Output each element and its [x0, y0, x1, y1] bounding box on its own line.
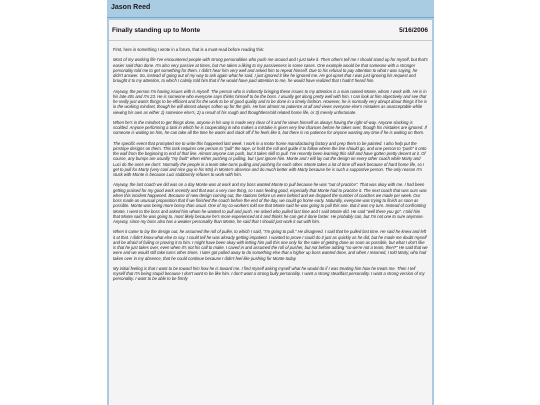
- post-paragraph: Anyway, the last coach we did was on a day Monte was at work and my boss wanted Monte to pull because he was "out of practice". That was okay with me. I had been getting praised for my good work recently and that was a very rare thing, so I was feeling good, especially that Monte had to practice it. The next coach that was ours was when this incident happened. Because of new design coming out, the stations before us were behind and we dropped the number of coaches we made per week. Our boss made an unusual proposition that if we finished the coach before the end of the day, we could go home early. Naturally, everyone was trying to finish as soon as possible. Monte was being more bossy than usual. One of my co-workers told me that Monte said he was going to pull this one. But it was my turn. Instead of confronting Monte, I went to the boss and asked him whom he wanted to pull and push. He asked who pulled last time and I said Monte did. He said "well there you go". I told him that Monte said he was going to, most likely because he's more experienced at it and thinks he can get it done faster. He probably can, but I'm not one to sure anymore. Anyway, since my boss also has a weaker personality than Monte, he said that I should just work it out with him.: [113, 182, 427, 224]
- post-paragraph: My initial feeling is that I want to be toward him how he is toward me. I find myself asking myself what he would do if I was treating him how he treats me. Then I tell myself that I'm being stupid because I don't want to be like him. I don't want a strong bully personality. I want a strong steadfast personality. I want a strong version of my personality. I want to be able to be firmly: [113, 265, 425, 282]
- post-paragraph: Anyway, the person I'm having issues with is myself. The person who is indirectly bringing these issues to my attention is a man named Monte, whom I work with. He is in his late 40s and I'm 23. He is someone who everyone says thinks himself to be the boss. I usually get along pretty well with him. I can look at him objectively and see that he really just wants things to be efficient and for the work to be of good quality and to be done in a timely fashion. However, he is normally very abrupt about things if he is in the working mindset, though he will almost always soften up for the girls. He has almost no patience at all and views everyone else's mistakes as unacceptable while viewing his own as either 1) someone else's, 2) a result of his rough and thoughtless/old related home life, or 3) merely unfortunate.: [113, 88, 428, 115]
- post-paragraph: When he's in the mindset to get things done, anyone in his way is made very clear of it and he views himself as always having the right-of-way. Anyone slacking is scolded. Anyone performing a task in which he is cooperating in who makes a mistake is given very few chances before he takes over, though his mistakes are ignored. If someone is waiting on him, he can take all the time he wants and slack off if he feels like it, but there is no patience for anyone wasting any time if he is waiting on them.: [113, 119, 427, 136]
- post-date: 5/16/2006: [399, 27, 428, 34]
- post-paragraph: The specific event that prompted me to write this happened last week. I work in a motor home manufacturing factory and prep them to be painted. I also help put the pinstripe designs on them. This task requires one person to "pull" the tape, or hold the roll and guide it to follow where the line should go, and one person to "push" it onto the wall from the beginning to end of that line. Almost anyone can push, but it takes skill to pull. I've recently been learning this skill and have gotten pretty decent at it. Of course, any bumps are usually "my fault" when either pushing or pulling, but I just ignore him. Monte and I will lay out the design on every other coach while Marty and Luci do the ones we don't. Normally the people in a team take turns pulling and pushing for each other. Monte takes a lot of time off work because of hard home life, so I get to pull for Marty (very cool and nice guy in his 50s) in Monte's absence and do much better with Marty because he is such a supportive person. The only reason I'm stuck with Monte is because Luci stubbornly refuses to work with him.: [113, 140, 427, 177]
- post-body: [109, 41, 432, 282]
- post-card: [109, 20, 432, 405]
- author-name: Jason Reed: [111, 4, 151, 11]
- post-title-row: [109, 20, 432, 41]
- post-paragraph: First, here is something I wrote in a forum, that is a must-read before reading this:: [113, 47, 265, 52]
- blog-header: [107, 0, 434, 18]
- post-title: Finally standing up to Monte: [112, 27, 201, 34]
- post-paragraph: Most of my working life I've encountered people with strong personalities who push me around and I just take it. Then others tell me I should stand up for myself, but that's easier said than done. I'm also very passive at times, but I've taken a liking to my passiveness in some cases. One example would be that someone with a stronger personality told me to get something for them. I didn't hear him very well and asked him to repeat himself. Due to his refusal to pay attention to what I was saying, he didn't answer. So, instead of going out of my way to ask again what he said, I just ignored it like he ignored me. He got upset that I was just ignoring his request and brought it to my attention, to which I calmly told him that if he would have paid attention to me, he would have realized that I hadn't heard him.: [113, 57, 428, 84]
- post-paragraph: When it came to lay the design out, he assumed the roll of puller, to which I said, "I'm going to pull." He disagreed. I said that he pulled last time. He said he knew and left it at that. I didn't know what else to say. I could tell he was already getting impatient. I wanted to prove I could do it just as quickly as he did, but he made me doubt myself and be afraid of failing or proving it to him. I might have been okay with letting him pull this one only for the sake of getting done as soon as possible, but what I don't like is that he just takes over, even when it's not his call to make. I caved in and assumed the roll of pusher, but not before adding "so we're not a team, then?" He said that we were and we would still take turns other times. I later got pulled away to do something else that a higher up boss wanted done, and when I returned, I told Marty, who had taken over in my absence, that he could continue because I didn't feel like pushing for Monte today.: [113, 229, 428, 261]
